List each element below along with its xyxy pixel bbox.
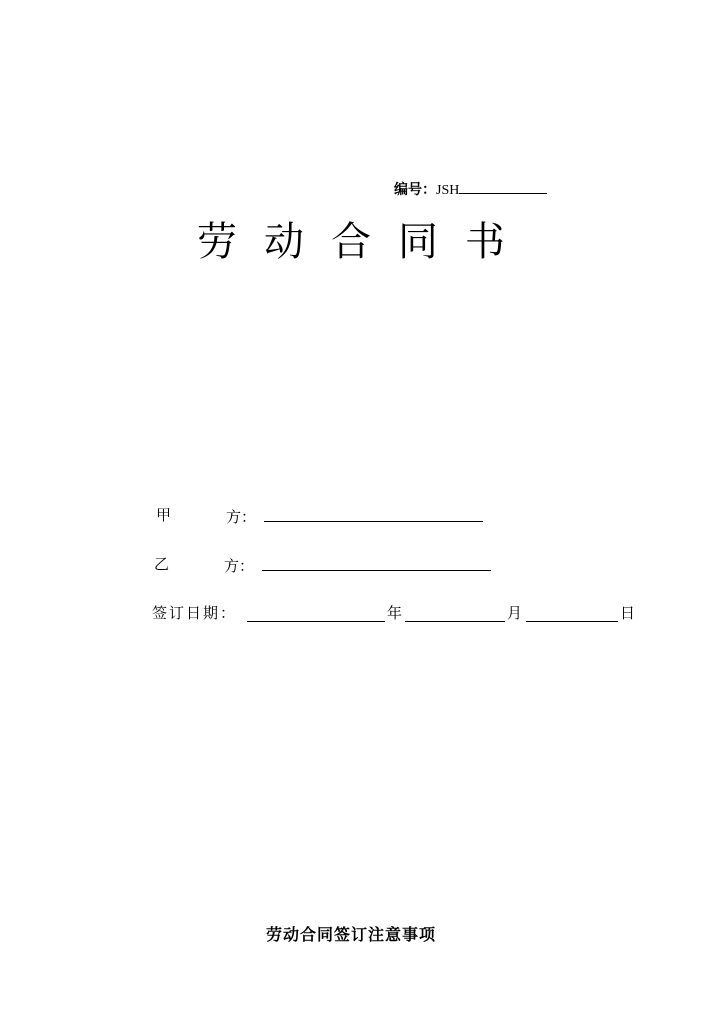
party-b-blank[interactable] — [262, 570, 491, 571]
month-label: 月 — [507, 604, 523, 622]
document-title: 劳动合同书 — [197, 219, 532, 265]
party-b-label-char1: 乙 — [154, 555, 170, 573]
year-label: 年 — [387, 604, 403, 622]
notice-title: 劳动合同签订注意事项 — [266, 925, 437, 944]
contract-number-label: 编号： — [394, 182, 436, 198]
contract-number-prefix: JSH — [436, 183, 460, 198]
sign-date-month-blank[interactable] — [405, 621, 505, 622]
sign-date-year-blank[interactable] — [247, 621, 385, 622]
party-a-label-char2: 方： — [226, 508, 257, 526]
party-a-blank[interactable] — [264, 521, 483, 522]
sign-date-label: 签订日期： — [152, 604, 238, 622]
party-a-label-char1: 甲 — [156, 506, 172, 524]
contract-number — [394, 179, 547, 200]
sign-date-day-blank[interactable] — [526, 621, 618, 622]
contract-number-blank[interactable] — [459, 179, 547, 194]
day-label: 日 — [620, 604, 636, 622]
party-b-label-char2: 方： — [224, 557, 255, 575]
